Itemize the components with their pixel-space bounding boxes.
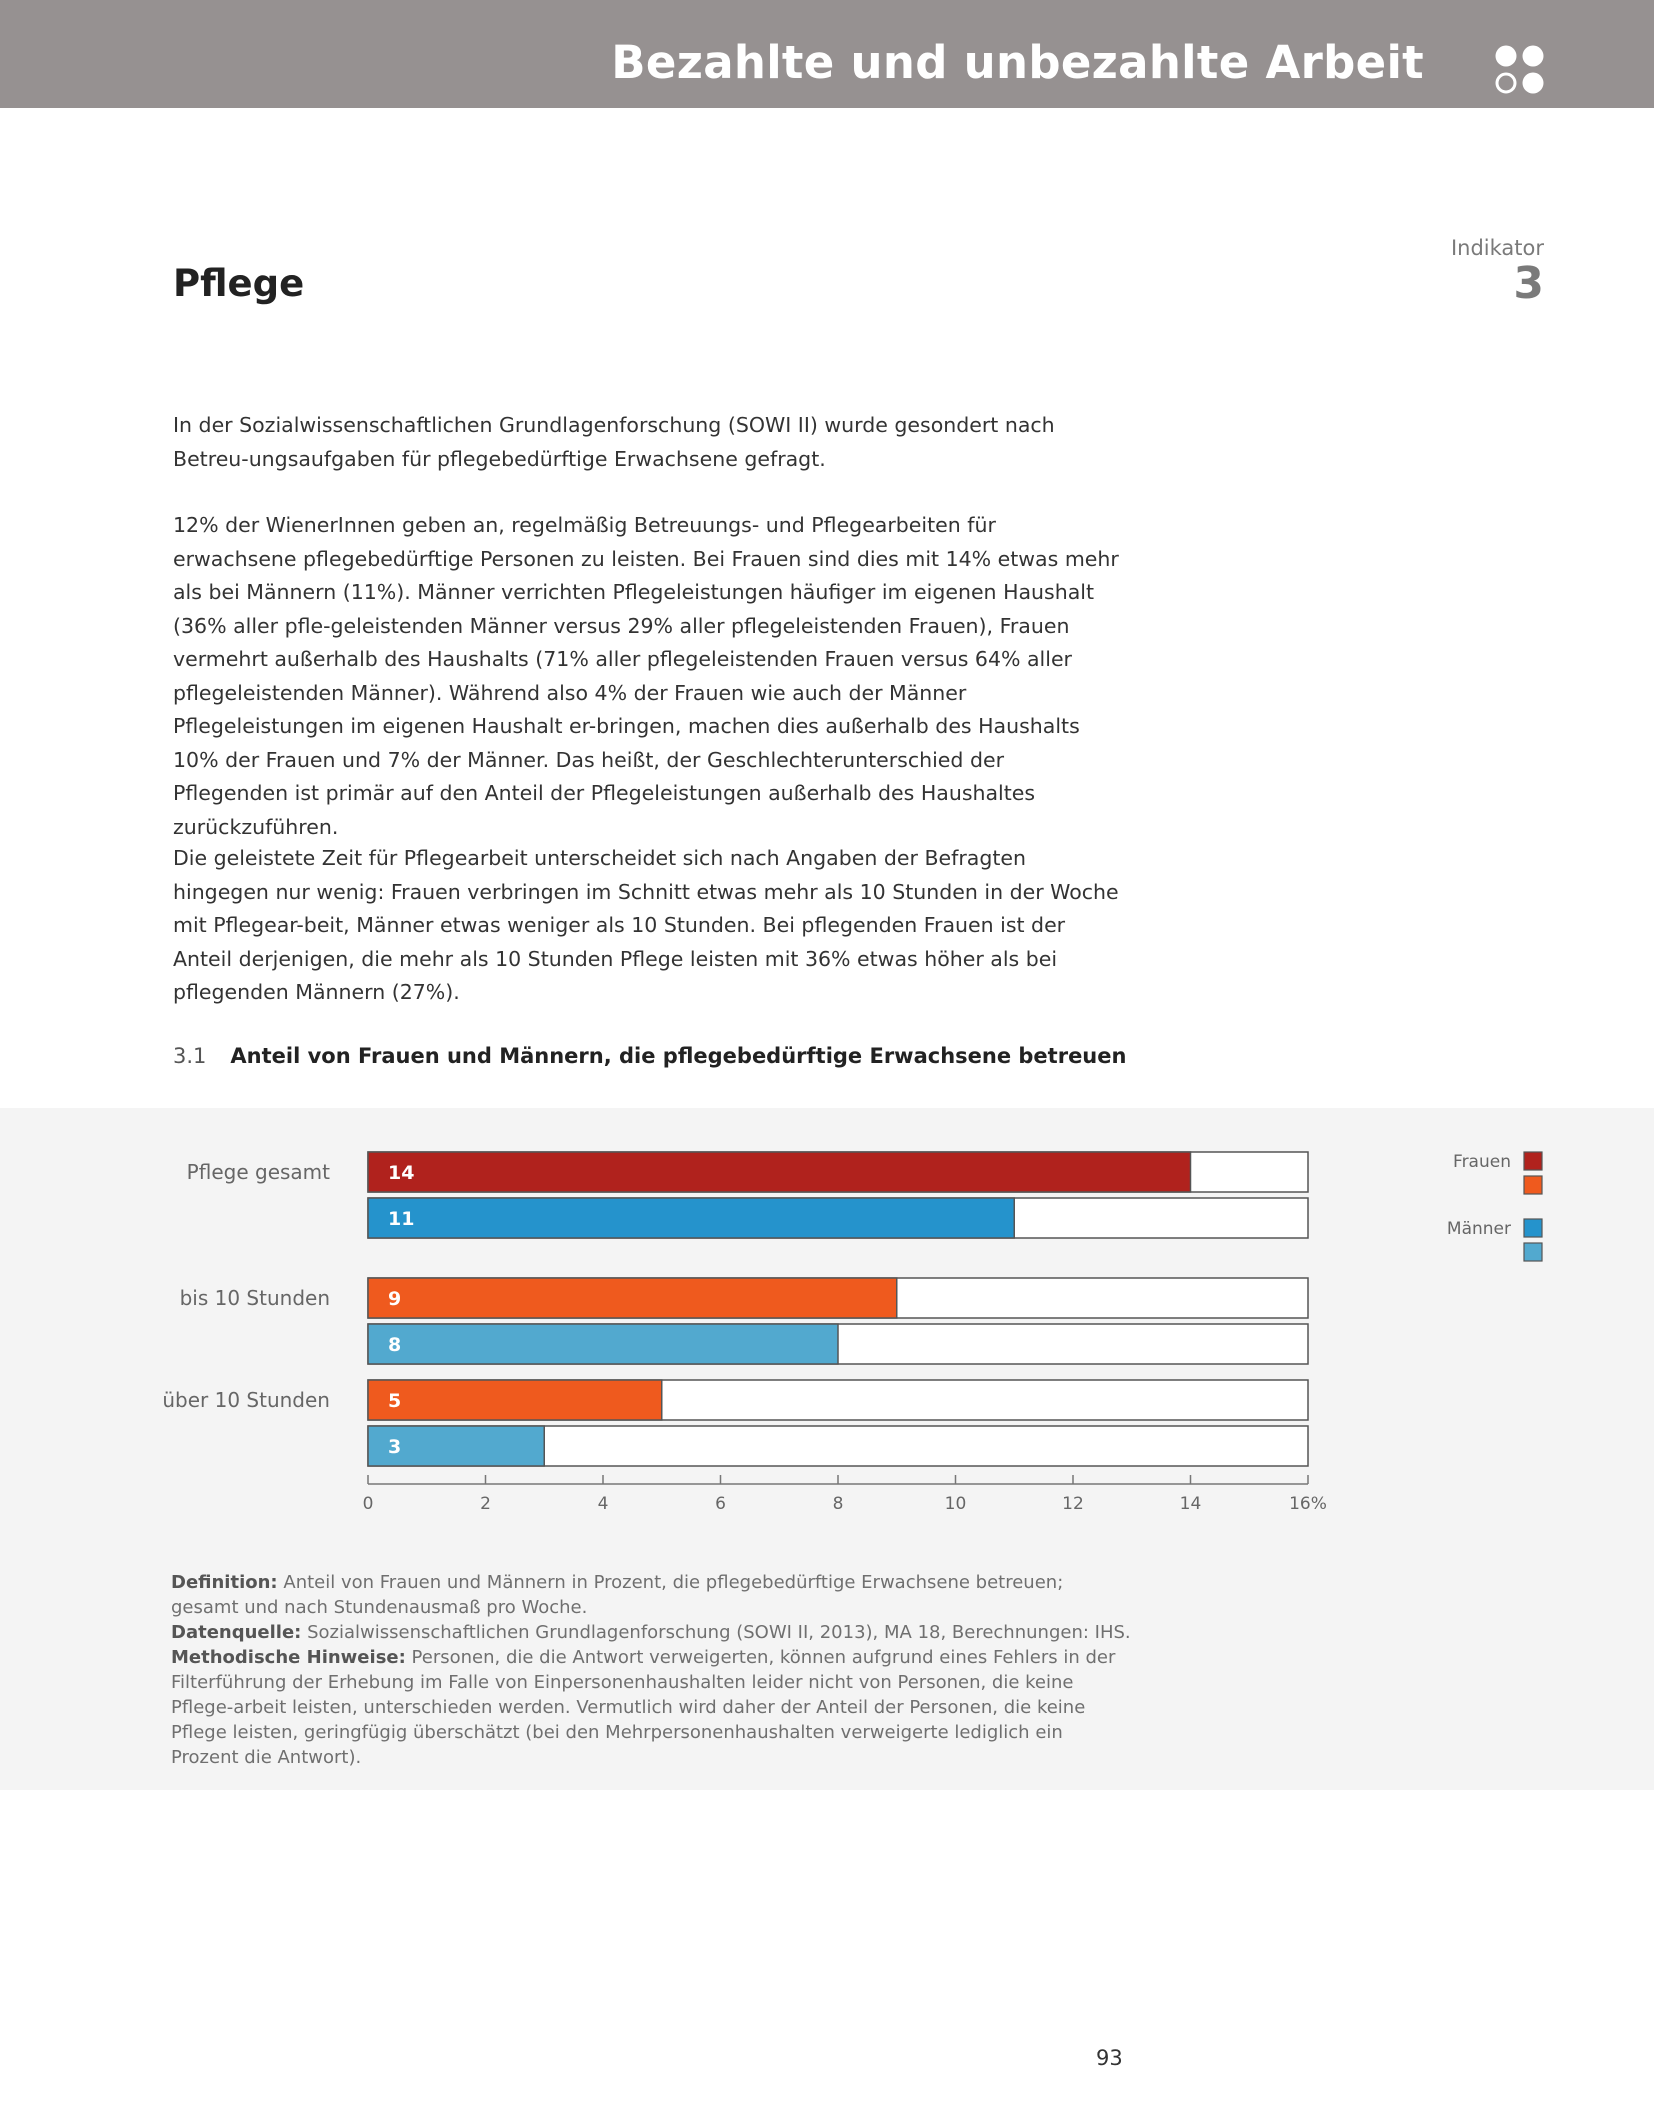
page-number: 93 [1096, 2046, 1123, 2070]
legend-label: Männer [1446, 1219, 1511, 1239]
x-tick-label: 16% [1289, 1494, 1327, 1514]
bar-frauen [368, 1380, 662, 1420]
chart-number: 3.1 [173, 1044, 207, 1068]
bar-value-label: 3 [388, 1436, 402, 1458]
legend-swatch [1524, 1152, 1542, 1170]
chapter-title: Bezahlte und unbezahlte Arbeit [611, 36, 1424, 89]
category-label: bis 10 Stunden [179, 1286, 330, 1310]
x-tick-label: 10 [944, 1494, 967, 1514]
bar-value-label: 8 [388, 1334, 402, 1356]
page-title: Pflege [173, 262, 305, 305]
body-paragraph: 12% der WienerInnen geben an, regelmäßig Betreuungs- und Pflegearbeiten für erwachsene pflegebedürftige Personen zu leisten. Bei Frauen sind dies mit 14% etwas mehr als bei Männern (11%). Männer verrichten Pflegeleistungen häufiger im eigenen Haushalt (36% aller pfle-geleistenden Männer versus 29% aller pflegeleistenden Frauen), Frauen vermehrt außerhalb des Haushalts (71% aller pflegeleistenden Frauen versus 64% aller pflegeleistenden Männer). Während also 4% der Frauen wie auch der Männer Pflegeleistungen im eigenen Haushalt er-bringen, machen dies außerhalb des Haushalts 10% der Frauen und 7% der Männer. Das heißt, der Geschlechterunterschied der Pflegenden ist primär auf den Anteil der Pflegeleistungen außerhalb des Haushaltes zurückzuführen. [173, 513, 1119, 839]
legend-swatch [1524, 1176, 1542, 1194]
source-text: Sozialwissenschaftlichen Grundlagenforschung (SOWI II, 2013), MA 18, Berechnungen: IHS. [307, 1622, 1131, 1643]
page-header [0, 0, 1654, 108]
body-paragraph: Die geleistete Zeit für Pflegearbeit unterscheidet sich nach Angaben der Befragten hingegen nur wenig: Frauen verbringen im Schnitt etwas mehr als 10 Stunden in der Woche mit Pflegear-beit, Männer etwas weniger als 10 Stunden. Bei pflegenden Frauen ist der Anteil derjenigen, die mehr als 10 Stunden Pflege leisten mit 36% etwas höher als bei pflegenden Männern (27%). [173, 846, 1119, 1004]
bar-value-label: 14 [388, 1162, 415, 1184]
bar-value-label: 9 [388, 1288, 402, 1310]
bar-value-label: 11 [388, 1208, 415, 1230]
x-tick-label: 4 [597, 1494, 609, 1514]
chart-title: Anteil von Frauen und Männern, die pflegebedürftige Erwachsene betreuen [230, 1044, 1127, 1068]
category-label: Pflege gesamt [186, 1160, 330, 1184]
x-tick-label: 2 [480, 1494, 491, 1514]
body-paragraph: In der Sozialwissenschaftlichen Grundlagenforschung (SOWI II) wurde gesondert nach Betreu-ungsaufgaben für pflegebedürftige Erwachsene gefragt. [173, 413, 1055, 471]
bar-frauen [368, 1152, 1191, 1192]
bar-maenner [368, 1324, 838, 1364]
four-dots-logo-icon [1494, 44, 1546, 96]
bar-frauen [368, 1278, 897, 1318]
definition-text: Anteil von Frauen und Männern in Prozent, die pflegebedürftige Erwachsene betreuen; gesamt und nach Stundenausmaß pro Woche. [171, 1572, 1064, 1618]
indicator-number: 3 [1513, 258, 1544, 309]
legend-swatch [1524, 1219, 1542, 1237]
legend-label: Frauen [1453, 1152, 1511, 1172]
category-label: über 10 Stunden [162, 1388, 330, 1412]
definition-label: Definition: [171, 1572, 278, 1593]
legend-swatch [1524, 1243, 1542, 1261]
source-label: Datenquelle: [171, 1622, 302, 1643]
x-tick-label: 0 [362, 1494, 374, 1514]
method-label: Methodische Hinweise: [171, 1647, 406, 1668]
indicator-label: Indikator [1450, 236, 1544, 260]
method-text: Personen, die die Antwort verweigerten, können aufgrund eines Fehlers in der Filterführung der Erhebung im Falle von Einpersonenhaushalten leider nicht von Personen, die keine Pflege-arbeit leisten, unterschieden werden. Vermutlich wird daher der Anteil der Personen, die keine Pflege leisten, geringfügig überschätzt (bei den Mehrpersonenhaushalten verweigerte lediglich ein Prozent die Antwort). [171, 1647, 1116, 1768]
x-tick-label: 8 [832, 1494, 844, 1514]
x-tick-label: 14 [1179, 1494, 1202, 1514]
x-tick-label: 12 [1062, 1494, 1084, 1514]
chart-footnote [171, 1570, 1131, 1770]
chart-heading [173, 1044, 1126, 1068]
x-tick-label: 6 [715, 1494, 726, 1514]
bar-maenner [368, 1198, 1014, 1238]
bar-chart [0, 1108, 1654, 1548]
bar-value-label: 5 [388, 1390, 402, 1412]
